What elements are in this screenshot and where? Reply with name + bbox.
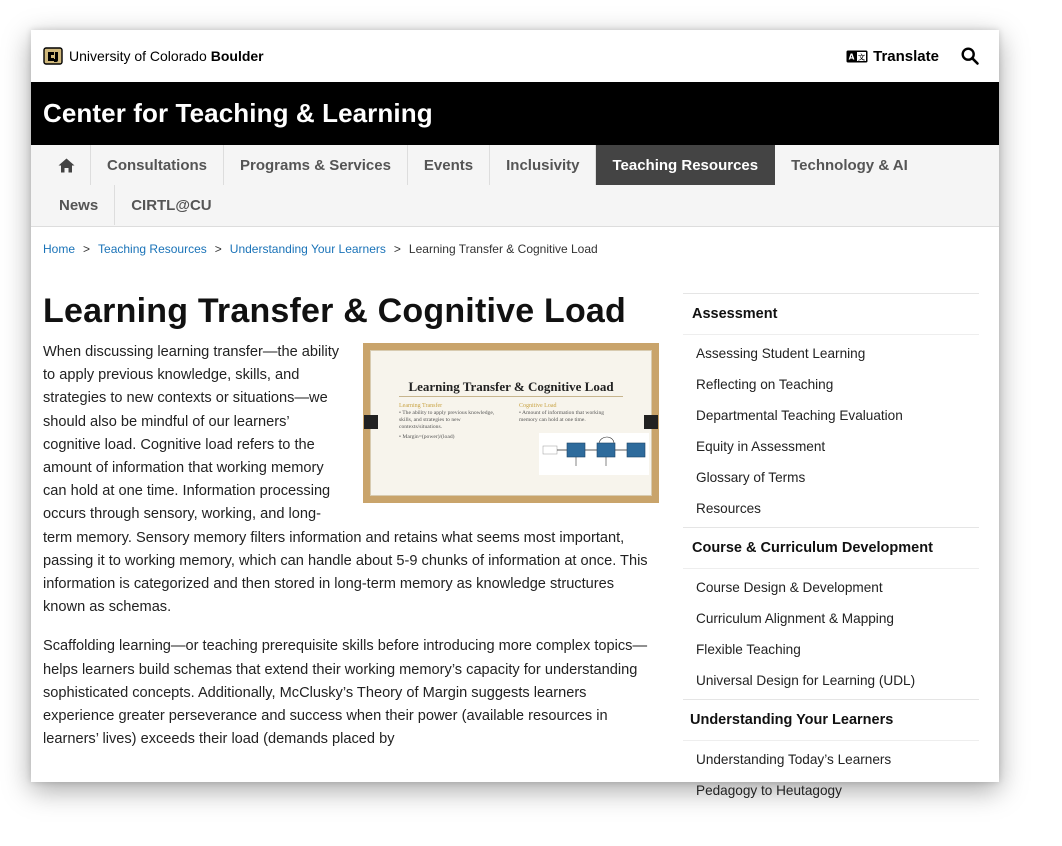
cu-seal-icon xyxy=(43,46,63,66)
slide-title: Learning Transfer & Cognitive Load xyxy=(408,379,614,394)
site-title[interactable]: Center for Teaching & Learning xyxy=(43,98,433,128)
sidebar-link[interactable]: Reflecting on Teaching xyxy=(696,377,834,392)
sidebar-link[interactable]: Curriculum Alignment & Mapping xyxy=(696,611,894,626)
slide-right-bullet: • Amount of information that working memory can hold at one time. xyxy=(519,410,605,423)
nav-cirtl[interactable]: CIRTL@CU xyxy=(131,196,212,214)
sidebar-link[interactable]: Universal Design for Learning (UDL) xyxy=(696,673,916,688)
breadcrumb-teaching-resources[interactable]: Teaching Resources xyxy=(98,242,207,256)
translate-button[interactable] xyxy=(846,48,939,65)
translate-label: Translate xyxy=(873,47,939,65)
article-body xyxy=(43,341,659,751)
nav-inclusivity[interactable]: Inclusivity xyxy=(490,145,596,185)
nav-row-secondary xyxy=(43,185,987,225)
sidebar-link[interactable]: Resources xyxy=(696,501,761,516)
slide-image xyxy=(363,343,659,503)
sidebar-link[interactable]: Assessing Student Learning xyxy=(696,346,866,361)
sidebar-link[interactable]: Equity in Assessment xyxy=(696,439,826,454)
breadcrumb-understanding-learners[interactable]: Understanding Your Learners xyxy=(229,242,386,256)
nav-home[interactable] xyxy=(43,145,91,185)
slide-left-heading: Learning Transfer xyxy=(399,403,443,409)
nav-row-primary xyxy=(43,145,987,185)
breadcrumb-current: Learning Transfer & Cognitive Load xyxy=(408,242,598,256)
sidebar-section-assessment xyxy=(683,294,979,528)
slide-left-column xyxy=(399,403,499,441)
breadcrumb-separator: > xyxy=(214,242,222,256)
translate-icon xyxy=(846,50,868,63)
article-paragraph: When discussing learning transfer—the ability to apply previous knowledge, skills, and strategies to new contexts or situations—we should also be mindful of our learners’ cognitive load. Cognitive load refers to the amount of information that working memory can hold at one time. Information processing occurs through sensory, working, and long-term memory. Sensory memory filters information and retains what seems most important, passing it to working memory, which can handle about 5-9 chunks of information at once. This information is categorized and then stored in long-term memory as knowledge structures known as schemas. xyxy=(43,344,648,616)
slide-divider xyxy=(399,396,623,397)
slide-handle-right xyxy=(644,415,658,429)
site-title-bar xyxy=(31,82,999,145)
brand-bar xyxy=(31,30,999,82)
slide-handle-left xyxy=(364,415,378,429)
sidebar-link[interactable]: Course Design & Development xyxy=(696,580,883,595)
university-prefix: University of Colorado xyxy=(69,48,207,64)
slide-right-column xyxy=(519,403,624,424)
page-title: Learning Transfer & Cognitive Load xyxy=(43,292,626,330)
nav-technology-ai[interactable]: Technology & AI xyxy=(791,156,908,174)
sidebar-section-title[interactable]: Assessment xyxy=(683,294,979,335)
main-navigation xyxy=(31,145,999,227)
nav-events[interactable]: Events xyxy=(408,145,490,185)
brand-actions xyxy=(846,30,979,82)
sidebar-navigation xyxy=(683,293,979,809)
sidebar-link[interactable]: Understanding Today’s Learners xyxy=(696,752,892,767)
article-paragraph: Scaffolding learning—or teaching prerequisite skills before introducing more complex topics—helps learners build schemas that extend their working memory’s capacity for understanding sophisticated concepts. Additionally, McClusky’s Theory of Margin suggests learners experience greater perseverance and success when their power (available resources in learners’ lives) exceeds their load (demands placed by xyxy=(43,638,648,748)
nav-programs-services[interactable]: Programs & Services xyxy=(224,145,408,185)
breadcrumb-home[interactable]: Home xyxy=(43,242,76,256)
sidebar-link[interactable]: Glossary of Terms xyxy=(696,470,806,485)
sidebar-link[interactable]: Departmental Teaching Evaluation xyxy=(696,408,903,423)
slide-left-bullet: • Margin=(power)/(load) xyxy=(399,434,455,440)
article xyxy=(43,292,659,767)
svg-text:A: A xyxy=(848,52,855,61)
sidebar-section-course-curriculum xyxy=(683,528,979,700)
sidebar-section-understanding-learners xyxy=(683,700,979,809)
slide-left-bullet: • The ability to apply previous knowledge, skills, and strategies to new contexts/situations. xyxy=(399,410,495,430)
sidebar-section-title[interactable]: Understanding Your Learners xyxy=(683,700,979,741)
slide-right-heading: Cognitive Load xyxy=(519,403,557,409)
svg-text:文: 文 xyxy=(858,53,866,61)
sidebar-link[interactable]: Pedagogy to Heutagogy xyxy=(696,783,842,798)
sidebar-link[interactable]: Flexible Teaching xyxy=(696,642,801,657)
sidebar-section-title[interactable]: Course & Curriculum Development xyxy=(683,528,979,569)
memory-flow-diagram xyxy=(539,433,649,475)
browser-page xyxy=(31,30,999,798)
cu-boulder-logo[interactable] xyxy=(43,46,264,66)
breadcrumb-separator: > xyxy=(393,242,401,256)
home-icon xyxy=(58,158,75,173)
university-bold: Boulder xyxy=(210,48,264,64)
nav-teaching-resources[interactable]: Teaching Resources xyxy=(596,145,775,185)
breadcrumb-separator: > xyxy=(83,242,91,256)
nav-consultations[interactable]: Consultations xyxy=(91,145,224,185)
slide-content xyxy=(370,350,652,496)
search-icon[interactable] xyxy=(961,47,979,65)
breadcrumb xyxy=(31,242,999,256)
nav-news[interactable]: News xyxy=(43,185,115,225)
